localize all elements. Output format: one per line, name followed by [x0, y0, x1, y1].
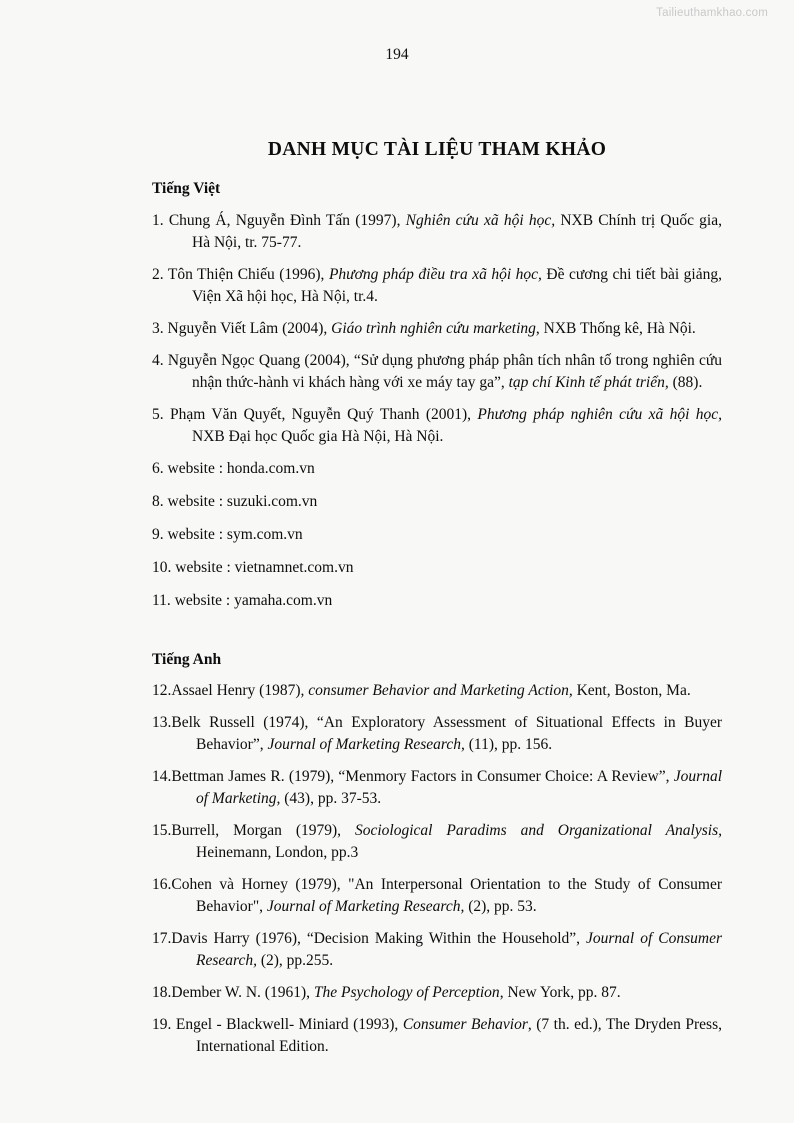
- reference-text-post: Heinemann, London, pp.3: [196, 844, 359, 862]
- reference-title-italic: Phương pháp nghiên cứu xã hội học,: [477, 405, 723, 423]
- reference-title-italic: Journal of Marketing,: [196, 768, 722, 808]
- reference-title-italic: Sociological Paradims and Organizational Analysis,: [354, 822, 722, 840]
- website-entry: [152, 524, 722, 546]
- reference-entry: [152, 820, 722, 864]
- reference-number: 1.: [152, 211, 164, 229]
- reference-number: 3.: [152, 319, 164, 337]
- reference-text-post: Kent, Boston, Ma.: [572, 682, 691, 700]
- website-url: suzuki.com.vn: [226, 492, 318, 510]
- reference-entry: [152, 404, 722, 448]
- reference-text-post: NXB Đại học Quốc gia Hà Nội, Hà Nội.: [192, 427, 444, 445]
- reference-text-post: (88).: [668, 373, 703, 391]
- watermark-text: Tailieuthamkhao.com: [656, 7, 768, 19]
- website-number: 10.: [152, 558, 172, 576]
- reference-text-pre: Dember W. N. (1961),: [171, 984, 314, 1002]
- reference-text-pre: Phạm Văn Quyết, Nguyễn Quý Thanh (2001),: [163, 405, 478, 423]
- reference-entry: [152, 766, 722, 810]
- reference-entry: [152, 350, 722, 394]
- reference-text-pre: Belk Russell (1974), “An Exploratory Assessment of Situational Effects in Buyer Behavior”,: [171, 714, 722, 754]
- reference-title-italic: Journal of Marketing Research,: [267, 736, 465, 754]
- website-url: yamaha.com.vn: [234, 591, 333, 609]
- website-label: website :: [175, 558, 231, 576]
- reference-text-pre: Assael Henry (1987): [171, 682, 301, 700]
- reference-text-post: (11), pp. 156.: [464, 736, 553, 754]
- reference-entry: [152, 712, 722, 756]
- reference-number: 5.: [152, 405, 164, 423]
- reference-text-post: , (7 th. ed.), The Dryden Press, International Edition.: [196, 1016, 723, 1056]
- reference-number: 12.: [152, 682, 172, 700]
- reference-entry: [152, 264, 722, 308]
- reference-title-italic: tạp chí Kinh tế phát triển,: [508, 373, 669, 391]
- reference-text-pre: Engel - Blackwell- Miniard (1993),: [171, 1016, 403, 1034]
- reference-number: 2.: [152, 265, 164, 283]
- reference-number: 15.: [152, 822, 172, 840]
- website-entry: [152, 491, 722, 513]
- reference-number: 19.: [152, 1016, 172, 1034]
- reference-text-post: NXB Chính trị Quốc gia, Hà Nội, tr. 75-77.: [192, 211, 722, 251]
- website-label: website :: [167, 459, 224, 477]
- section-heading-english: Tiếng Anh: [152, 650, 222, 668]
- reference-title-italic: Journal of Marketing Research,: [266, 898, 465, 916]
- reference-title-italic: The Psychology of Perception: [313, 984, 500, 1002]
- reference-number: 13.: [152, 714, 172, 732]
- reference-entry: [152, 680, 722, 702]
- reference-number: 14.: [152, 768, 172, 786]
- website-number: 9.: [152, 525, 164, 543]
- reference-entry: [152, 928, 722, 972]
- website-label: website :: [167, 492, 224, 510]
- website-url: sym.com.vn: [226, 525, 303, 543]
- website-number: 8.: [152, 492, 164, 510]
- website-entry: [152, 557, 722, 579]
- website-number: 6.: [152, 459, 164, 477]
- reference-list-english: [152, 680, 722, 1058]
- reference-number: 16.: [152, 876, 172, 894]
- page-title: DANH MỤC TÀI LIỆU THAM KHẢO: [267, 139, 607, 160]
- website-entry: [152, 458, 722, 480]
- reference-number: 17.: [152, 930, 172, 948]
- website-url: vietnamnet.com.vn: [234, 558, 354, 576]
- website-label: website :: [167, 525, 224, 543]
- reference-title-italic: Phương pháp điều tra xã hội học,: [328, 265, 542, 283]
- website-label: website :: [174, 591, 231, 609]
- reference-text-post: , NXB Thống kê, Hà Nội.: [535, 319, 696, 337]
- reference-entry: [152, 874, 722, 918]
- reference-text-post: Đề cương chi tiết bài giảng, Viện Xã hội học, Hà Nội, tr.4.: [192, 265, 722, 305]
- page-number: 194: [385, 46, 409, 63]
- reference-entry: [152, 982, 722, 1004]
- reference-entry: [152, 210, 722, 254]
- reference-text-post: (43), pp. 37-53.: [280, 790, 382, 808]
- reference-text-post: (2), pp.255.: [256, 952, 334, 970]
- reference-text-pre: Nguyễn Viết Lâm (2004),: [163, 319, 332, 337]
- reference-entry: [152, 1014, 722, 1058]
- reference-title-italic: , consumer Behavior and Marketing Action,: [300, 682, 573, 700]
- reference-title-italic: Consumer Behavior: [402, 1016, 528, 1034]
- reference-entry: [152, 318, 722, 340]
- reference-text-pre: Bettman James R. (1979), “Menmory Factors in Consumer Choice: A Review”,: [171, 768, 674, 786]
- reference-text-pre: Nguyễn Ngọc Quang (2004), “Sử dụng phương pháp phân tích nhân tố trong nghiên cứu nhận thức-hành vi khách hàng với xe máy tay ga”,: [163, 351, 722, 391]
- website-url: honda.com.vn: [226, 459, 315, 477]
- reference-title-italic: Journal of Consumer Research,: [196, 930, 722, 970]
- reference-text-post: (2), pp. 53.: [464, 898, 537, 916]
- page-content: [152, 138, 722, 1068]
- website-number: 11.: [152, 591, 171, 609]
- reference-title-italic: Giáo trình nghiên cứu marketing: [331, 319, 536, 337]
- section-heading-vietnamese: Tiếng Việt: [152, 180, 221, 198]
- reference-text-pre: Davis Harry (1976), “Decision Making Within the Household”,: [171, 930, 587, 948]
- reference-text-post: , New York, pp. 87.: [499, 984, 621, 1002]
- reference-title-italic: Nghiên cứu xã hội học,: [405, 211, 556, 229]
- reference-text-pre: Tôn Thiện Chiếu (1996),: [163, 265, 329, 283]
- reference-text-pre: Burrell, Morgan (1979),: [171, 822, 355, 840]
- reference-text-pre: Chung Á, Nguyễn Đình Tấn (1997),: [163, 211, 406, 229]
- website-list-vietnamese: [152, 458, 722, 612]
- reference-number: 18.: [152, 984, 172, 1002]
- reference-text-pre: Cohen và Horney (1979), "An Interpersonal Orientation to the Study of Consumer Behavior",: [171, 876, 722, 916]
- reference-number: 4.: [152, 351, 164, 369]
- reference-list-vietnamese: [152, 210, 722, 448]
- website-entry: [152, 590, 722, 612]
